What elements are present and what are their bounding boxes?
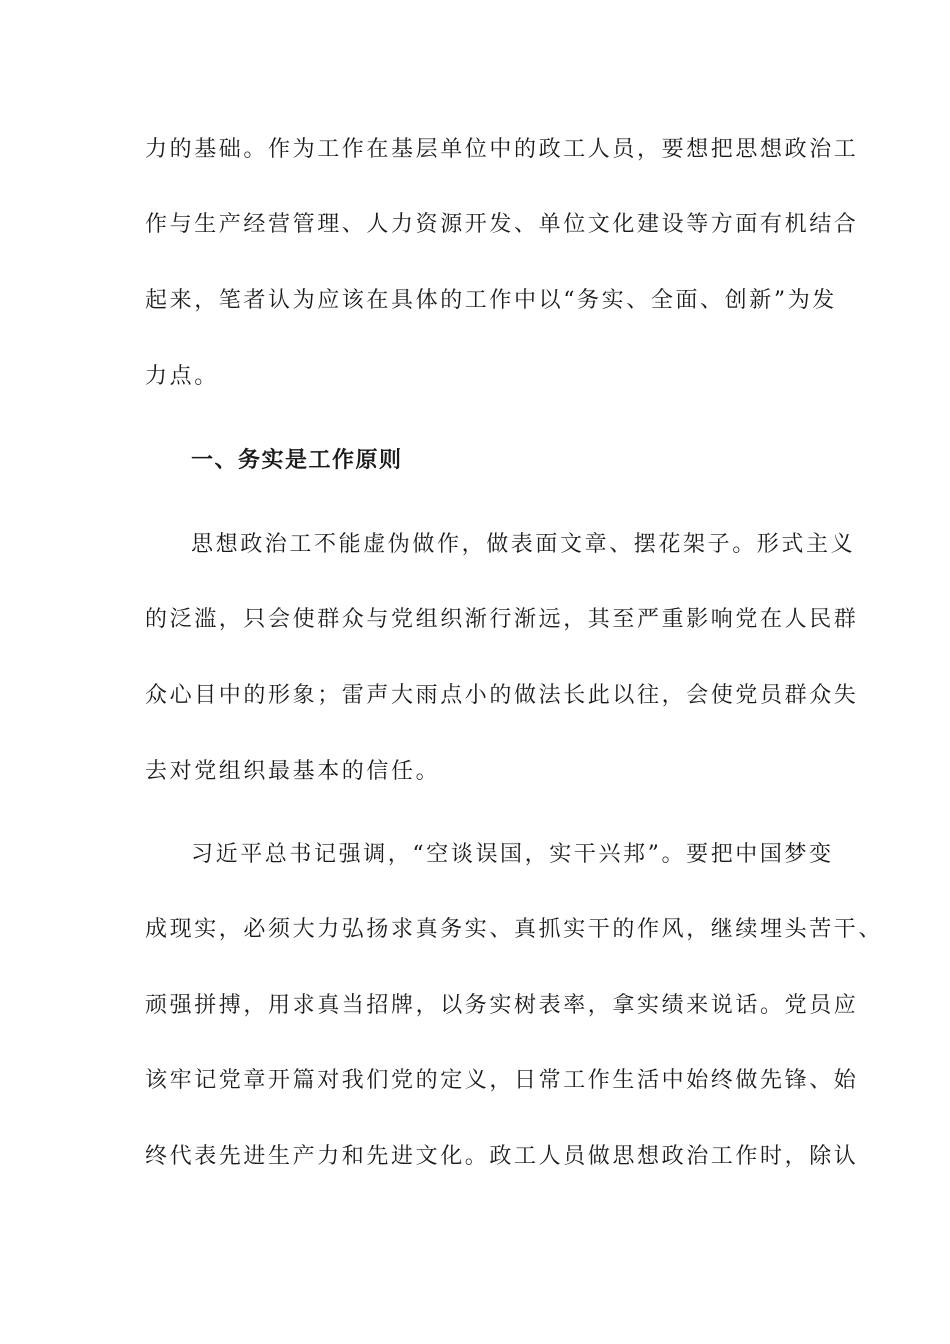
text-line: 顽强拼搏，用求真当招牌，以务实树表率，拿实绩来说话。党员应 [145, 993, 859, 1018]
section-heading: 一、务实是工作原则 [191, 448, 403, 473]
text-line: 成现实，必须大力弘扬求真务实、真抓实干的作风，继续埋头苦干、 [145, 917, 884, 942]
text-line: 的泛滥，只会使群众与党组织渐行渐远，其至严重影响党在人民群 [145, 607, 859, 632]
text-line: 思想政治工不能虚伪做作，做表面文章、摆花架子。形式主义 [191, 532, 856, 557]
text-line: 力点。 [145, 364, 219, 389]
text-line: 去对党组织最基本的信任。 [145, 759, 441, 784]
text-line: 众心目中的形象；雷声大雨点小的做法长此以往，会使党员群众失 [145, 683, 859, 708]
text-line: 该牢记党章开篇对我们党的定义，日常工作生活中始终做先锋、始 [145, 1068, 859, 1093]
text-line: 起来，笔者认为应该在具体的工作中以“务实、全面、创新”为发 [145, 288, 837, 313]
text-line: 终代表先进生产力和先进文化。政工人员做思想政治工作时，除认 [145, 1144, 859, 1169]
text-line: 作与生产经营管理、人力资源开发、单位文化建设等方面有机结合 [145, 212, 859, 237]
text-line: 习近平总书记强调，“空谈误国，实干兴邦”。要把中国梦变 [191, 842, 834, 867]
text-line: 力的基础。作为工作在基层单位中的政工人员，要想把思想政治工 [145, 137, 859, 162]
